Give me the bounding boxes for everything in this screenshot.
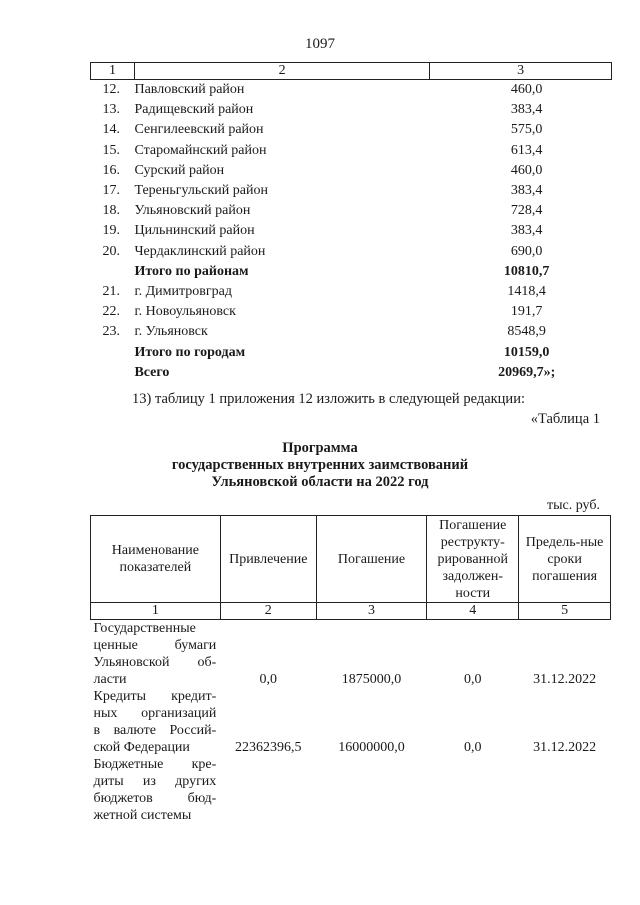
row-name: Чердаклинский район [134,243,266,259]
indicator-name [91,688,221,756]
colnum-4: 4 [427,603,519,620]
table-row [91,282,612,302]
districts-table [90,62,612,383]
row-value: 10810,7 [503,263,550,279]
attraction-value: 22362396,5 [235,740,302,755]
repayment-value [316,756,427,824]
row-value: 728,4 [510,203,543,219]
row-number: 17. [102,183,120,199]
row-value: 690,0 [510,243,543,259]
row-value: 383,4 [510,183,543,199]
header-col-1: 1 [91,63,135,80]
row-name: Сурский район [134,162,225,178]
row-value: 460,0 [510,82,543,97]
row-number: 18. [102,203,120,219]
deadline-value [519,756,611,824]
row-value: 8548,9 [507,324,546,340]
row-number [91,262,135,282]
row-name: Итого по районам [134,263,249,279]
row-number: 23. [102,324,120,340]
table-row [91,100,612,120]
row-number: 22. [102,304,120,320]
program-table-header [91,516,611,603]
row-number: 14. [102,122,120,138]
indicator-name-line: ласти [93,672,127,687]
amendment-note: 13) таблицу 1 приложения 12 изложить в следующей редакции: [132,391,525,407]
unit-label: тыс. руб. [547,498,600,513]
indicator-name-line: жетной системы [93,808,192,823]
row-name: Итого по городам [134,344,246,360]
row-name: Тереньгульский район [134,183,268,199]
table-row [91,141,612,161]
indicator-name-line: ценные бумаги [93,638,217,653]
row-number: 19. [102,223,120,239]
header-restructured: Погашение реструкту-рированной задолжен-ности [427,516,519,603]
indicator-name [91,756,221,824]
table-label: «Таблица 1 [530,411,600,427]
row-value: 575,0 [510,122,543,138]
table-row [91,181,612,201]
row-number: 12. [102,82,120,97]
program-subtitle: государственных внутренних заимствований [171,457,469,473]
indicator-name-line: ской Федерации [93,740,190,755]
row-name: Всего [134,364,170,380]
indicator-name-line: Кредиты кредит- [93,689,217,704]
row-value: 383,4 [510,102,543,118]
row-number: 21. [102,284,120,300]
attraction-value [220,756,316,824]
restructured-value: 0,0 [464,740,482,755]
row-number [91,363,135,383]
header-repayment: Погашение [316,516,427,603]
colnum-5: 5 [519,603,611,620]
deadline-value: 31.12.2022 [533,672,597,687]
indicator-name [91,620,221,689]
table-row [91,302,612,322]
indicator-name-line: Ульяновской об- [93,655,217,670]
row-value: 10159,0 [503,344,550,360]
table-row [91,161,612,181]
indicator-name-line: в валюте Россий- [93,723,217,738]
program-title: Программа [282,440,358,456]
table-row [91,363,612,383]
header-indicators: Наименование показателей [91,516,221,603]
row-name: Старомайнский район [134,142,267,158]
header-attraction: Привлечение [220,516,316,603]
row-name: Павловский район [134,82,245,97]
row-value: 1418,4 [507,284,546,300]
colnum-2: 2 [220,603,316,620]
indicator-name-line: Бюджетные кре- [93,757,217,772]
row-name: г. Димитровград [134,284,232,300]
table-row [91,242,612,262]
row-number: 15. [102,142,120,158]
row-number [91,343,135,363]
row-name: Сенгилеевский район [134,122,264,138]
page-number: 1097 [305,36,335,52]
row-name: Радищевский район [134,102,254,118]
colnum-3: 3 [316,603,427,620]
row-name: Ульяновский район [134,203,251,219]
table-row [91,120,612,140]
program-subtitle-region: Ульяновской области на 2022 год [211,474,429,490]
borrowing-program-table [90,515,611,824]
table-row [91,262,612,282]
row-number: 20. [102,243,120,259]
program-table-colnums [91,603,611,620]
row-name: г. Ульяновск [134,324,208,340]
indicator-name-line: диты из других [93,774,217,789]
restructured-value [427,756,519,824]
row-value: 20969,7»; [498,364,556,380]
row-value: 383,4 [510,223,543,239]
deadline-value: 31.12.2022 [533,740,597,755]
table-row [91,343,612,363]
table-row [91,620,611,689]
restructured-value: 0,0 [464,672,482,687]
row-value: 613,4 [510,142,543,158]
row-number: 16. [102,162,120,178]
row-value: 191,7 [510,304,543,320]
districts-table-header [91,63,612,80]
indicator-name-line: Государственные [93,621,196,636]
row-name: г. Новоульяновск [134,304,236,320]
table-row [91,221,612,241]
indicator-name-line: ных организаций [93,706,217,721]
indicator-name-line: бюджетов бюд- [93,791,217,806]
table-row [91,201,612,221]
row-name: Цильнинский район [134,223,255,239]
repayment-value: 16000000,0 [338,740,405,755]
table-row [91,688,611,756]
repayment-value: 1875000,0 [341,672,402,687]
table-row [91,80,612,101]
colnum-1: 1 [91,603,221,620]
header-col-3: 3 [430,63,612,80]
attraction-value: 0,0 [259,672,277,687]
table-row [91,756,611,824]
row-number: 13. [102,102,120,118]
row-value: 460,0 [510,162,543,178]
header-deadline: Предель-ные сроки погашения [519,516,611,603]
table-row [91,322,612,342]
header-col-2: 2 [134,63,429,80]
